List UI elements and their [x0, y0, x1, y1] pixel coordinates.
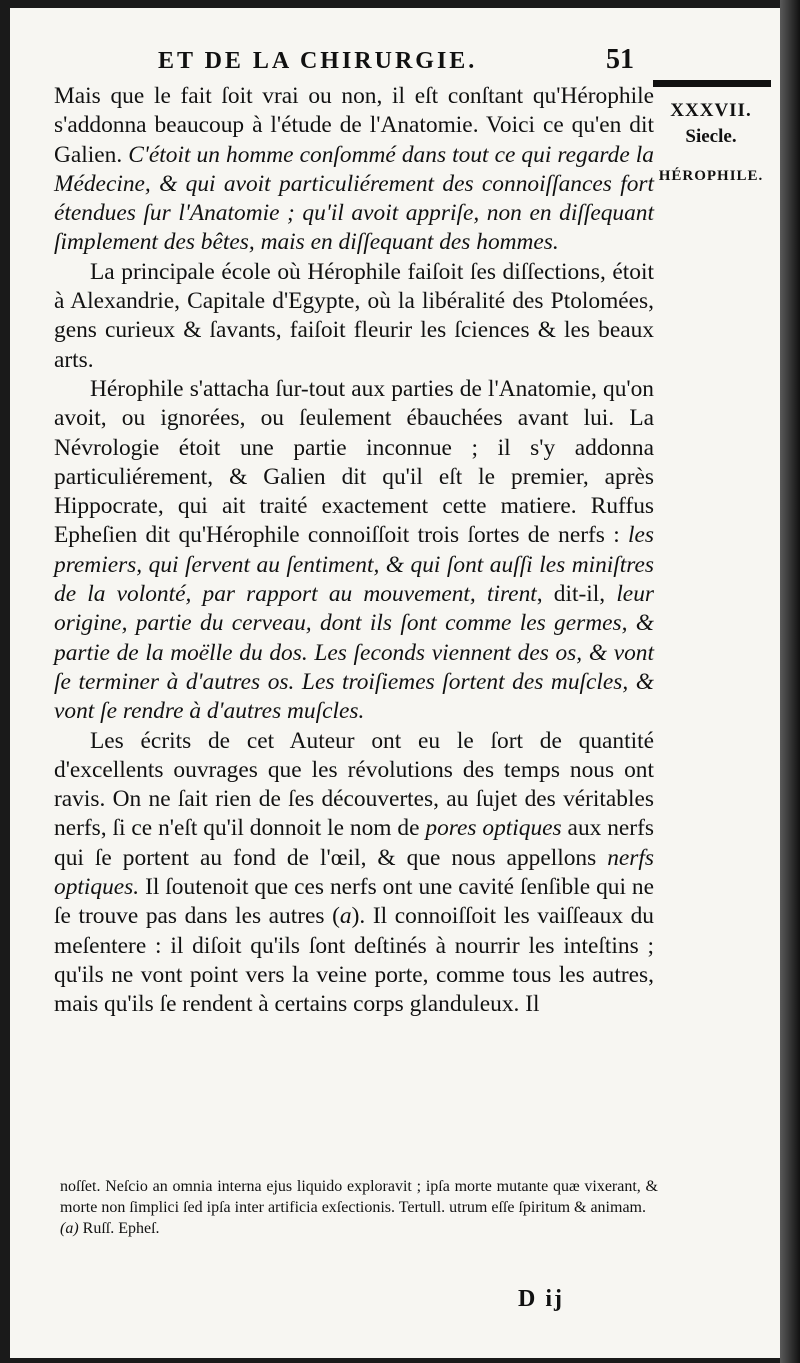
- margin-rule: [653, 80, 771, 87]
- paragraph-4-text-d: ). Il connoiſſoit les vaiſſeaux du meſentere : il diſoit qu'ils ſont deſtinés à nourrir les inteſtins ; qu'ils ne vont point vers la veine porte, comme tous les autres, mais qu'ils ſe rendent à certains corps glanduleux. Il: [54, 903, 654, 1018]
- footnotes: [60, 1176, 658, 1239]
- margin-note-name: HÉROPHILE.: [658, 168, 764, 184]
- paragraph-3-text: Hérophile s'attacha ſur-tout aux parties de l'Anatomie, qu'on avoit, ou ignorées, ou ſeulement ébauchées avant lui. La Névrologie étoit une partie inconnue ; il s'y addonna particuliérement, & Galien dit qu'il eſt le premier, après Hippocrate, qui ait traité exactement cette matiere. Ruffus Epheſien dit qu'Hérophile connoiſſoit trois ſortes de nerfs :: [54, 375, 654, 549]
- pores-optiques: pores optiques: [425, 815, 562, 842]
- margin-note-siecle: Siecle.: [685, 126, 737, 147]
- paragraph-3-aside: , dit-il,: [536, 581, 617, 608]
- paragraph-2: La principale école où Hérophile faiſoit ſes diſſections, étoit à Alexandrie, Capitale d'Egypte, où la libéralité des Ptolomées, gens curieux & ſavants, faiſoit fleurir les ſciences & les beaux arts.: [54, 258, 654, 373]
- running-head: ET DE LA CHIRURGIE.: [158, 48, 478, 74]
- rufus-quote-2: leur origine, partie du cerveau, dont ils ſont comme les germes, & partie de la moëlle du dos. Les ſeconds viennent des os, & vont ſe terminer à d'autres os. Les troiſiemes ſortent des muſcles, & vont ſe rendre à d'autres muſcles.: [54, 581, 654, 725]
- footnote-a-text: Ruſſ. Epheſ.: [78, 1220, 160, 1237]
- footnote-latin: noſſet. Neſcio an omnia interna ejus liquido exploravit ; ipſa morte mutante quæ vixerant, & morte non ſimplici ſed ipſa inter artificia exſectionis. Tertull. utrum eſſe ſpiritum & animam.: [60, 1178, 658, 1216]
- nerfs-optiques: nerfs optiques.: [54, 844, 654, 901]
- rufus-quote-1: les premiers, qui ſervent au ſentiment, & qui ſont auſſi les miniſtres de la volonté, par rapport au mouvement, tirent: [54, 522, 654, 608]
- body-text: [54, 82, 654, 1020]
- book-page: [10, 8, 780, 1358]
- paragraph-1-text: Mais que le fait ſoit vrai ou non, il eſt conſtant qu'Hérophile s'addonna beaucoup à l'étude de l'Anatomie. Voici ce qu'en dit Galien.: [54, 83, 654, 168]
- footnote-a: [60, 1218, 658, 1239]
- signature-mark: D ij: [518, 1286, 564, 1312]
- paragraph-4-text-b: aux nerfs qui ſe portent au fond de l'œil, & que nous appellons: [54, 815, 654, 871]
- paragraph-4-text-c: Il ſoutenoit que ces nerfs ont une cavité ſenſible qui ne ſe trouve pas dans les autres (: [54, 874, 654, 930]
- paragraph-3: [54, 375, 654, 727]
- page-edge-shadow: [780, 0, 800, 1363]
- page-number: 51: [606, 44, 634, 75]
- paragraph-4-text-a: Les écrits de cet Auteur ont eu le ſort de quantité d'excellents ouvrages que les révolutions des temps nous ont ravis. On ne ſait rien de ſes découvertes, au ſujet des véritables nerfs, ſi ce n'eſt qu'il donnoit le nom de: [54, 727, 654, 842]
- paragraph-4: [54, 727, 654, 1020]
- footnote-ref-a: a: [339, 903, 352, 930]
- margin-note-century: XXXVII.: [670, 100, 752, 121]
- paragraph-1: [54, 82, 654, 258]
- galen-quote: C'étoit un homme conſommé dans tout ce qui regarde la Médecine, & qui avoit particuliérement des connoiſſances fort étendues ſur l'Anatomie ; qu'il avoit appriſe, non en diſſequant ſimplement des bêtes, mais en diſſequant des hommes.: [54, 141, 654, 256]
- footnote-a-marker: (a): [60, 1220, 79, 1237]
